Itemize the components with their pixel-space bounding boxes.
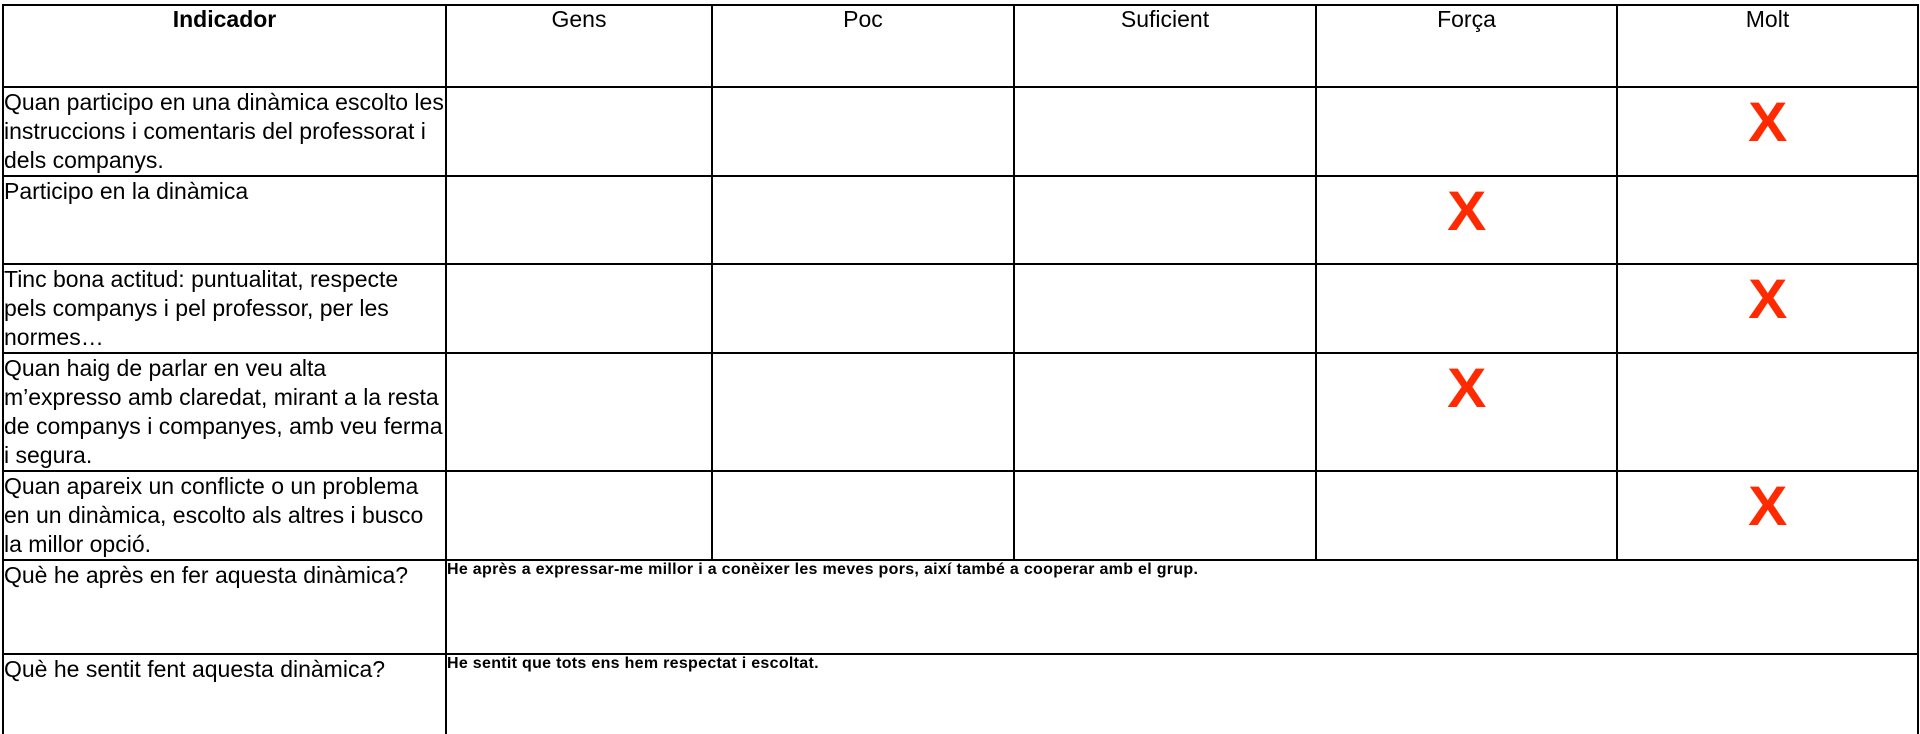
rating-cell-gens[interactable]	[446, 353, 712, 471]
evaluation-table	[2, 4, 1919, 734]
header-molt: Molt	[1617, 5, 1918, 87]
rating-cell-suficient[interactable]	[1014, 87, 1316, 176]
rating-cell-poc[interactable]	[712, 87, 1014, 176]
rating-cell-poc[interactable]	[712, 353, 1014, 471]
x-mark-icon: X	[1747, 90, 1788, 153]
rating-cell-gens[interactable]	[446, 264, 712, 353]
rating-cell-poc[interactable]	[712, 264, 1014, 353]
rating-cell-gens[interactable]	[446, 87, 712, 176]
x-mark-icon: X	[1747, 267, 1788, 330]
rating-cell-forca[interactable]	[1316, 264, 1617, 353]
header-poc: Poc	[712, 5, 1014, 87]
rating-cell-forca[interactable]	[1316, 471, 1617, 560]
header-suficient: Suficient	[1014, 5, 1316, 87]
indicator-text: Quan participo en una dinàmica escolto les instruccions i comentaris del professorat i dels companys.	[3, 87, 446, 176]
header-row	[3, 5, 1918, 87]
x-mark-icon: X	[1747, 474, 1788, 537]
question-text: Què he sentit fent aquesta dinàmica?	[3, 654, 446, 734]
table-row	[3, 353, 1918, 471]
rating-cell-suficient[interactable]	[1014, 264, 1316, 353]
rating-cell-molt[interactable]	[1617, 353, 1918, 471]
rating-cell-poc[interactable]	[712, 471, 1014, 560]
rating-cell-molt[interactable]	[1617, 264, 1918, 353]
rating-cell-molt[interactable]	[1617, 87, 1918, 176]
table-row	[3, 264, 1918, 353]
header-gens: Gens	[446, 5, 712, 87]
rating-cell-poc[interactable]	[712, 176, 1014, 264]
rating-cell-suficient[interactable]	[1014, 176, 1316, 264]
rating-cell-molt[interactable]	[1617, 176, 1918, 264]
rating-cell-molt[interactable]	[1617, 471, 1918, 560]
question-row	[3, 560, 1918, 654]
indicator-text: Tinc bona actitud: puntualitat, respecte pels companys i pel professor, per les normes…	[3, 264, 446, 353]
question-text: Què he après en fer aquesta dinàmica?	[3, 560, 446, 654]
header-forca: Força	[1316, 5, 1617, 87]
rating-cell-gens[interactable]	[446, 176, 712, 264]
table-row	[3, 87, 1918, 176]
x-mark-icon: X	[1446, 356, 1487, 419]
rating-cell-gens[interactable]	[446, 471, 712, 560]
header-indicador: Indicador	[3, 5, 446, 87]
answer-text[interactable]: He sentit que tots ens hem respectat i escoltat.	[446, 654, 1918, 734]
rating-cell-forca[interactable]	[1316, 353, 1617, 471]
rating-cell-forca[interactable]	[1316, 176, 1617, 264]
rating-cell-forca[interactable]	[1316, 87, 1617, 176]
question-row	[3, 654, 1918, 734]
indicator-text: Quan apareix un conflicte o un problema en un dinàmica, escolto als altres i busco la millor opció.	[3, 471, 446, 560]
rating-cell-suficient[interactable]	[1014, 353, 1316, 471]
table-row	[3, 471, 1918, 560]
rating-cell-suficient[interactable]	[1014, 471, 1316, 560]
answer-text[interactable]: He après a expressar-me millor i a conèixer les meves pors, així també a cooperar amb el grup.	[446, 560, 1918, 654]
indicator-text: Participo en la dinàmica	[3, 176, 446, 264]
indicator-text: Quan haig de parlar en veu alta m’expresso amb claredat, mirant a la resta de companys i companyes, amb veu ferma i segura.	[3, 353, 446, 471]
x-mark-icon: X	[1446, 179, 1487, 242]
table-row	[3, 176, 1918, 264]
